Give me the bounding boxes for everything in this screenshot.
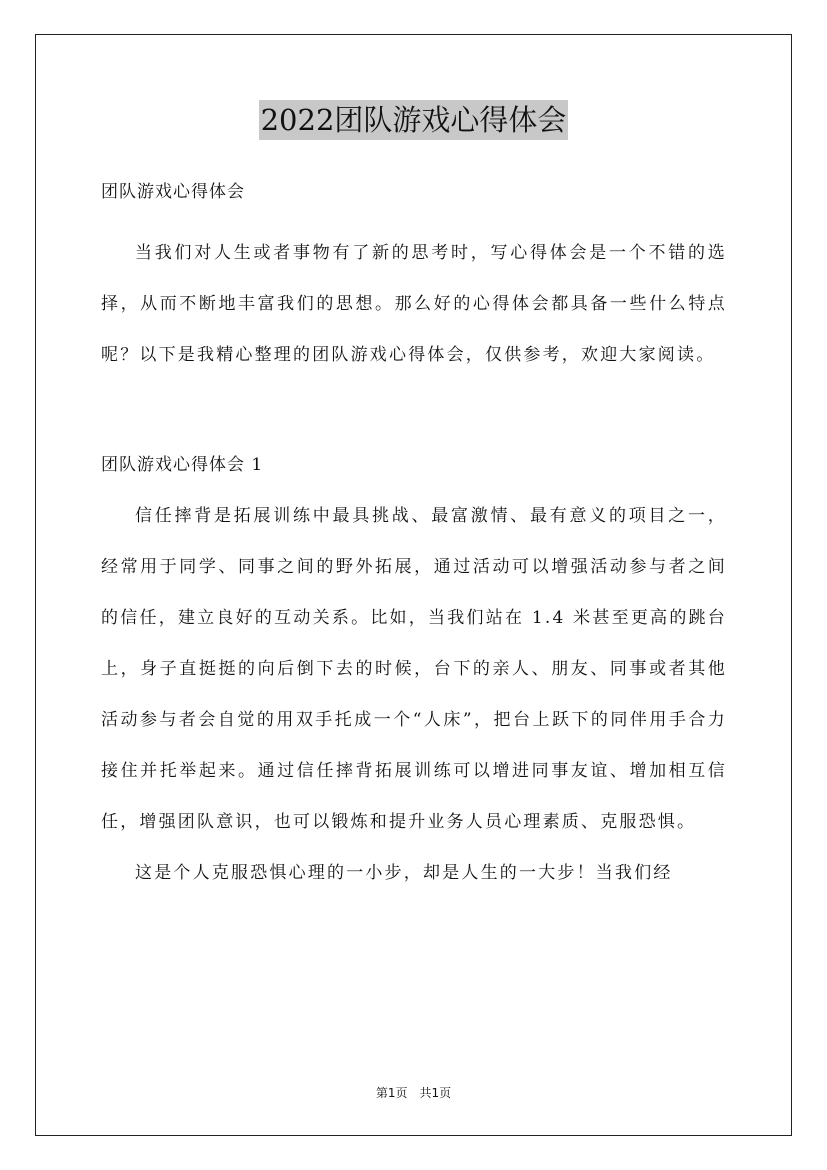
section1-paragraph-2: 这是个人克服恐惧心理的一小步，却是人生的一大步！当我们经 [135, 863, 673, 883]
intro-paragraph: 当我们对人生或者事物有了新的思考时，写心得体会是一个不错的选择，从而不断地丰富我们的思想。那么好的心得体会都具备一些什么特点呢？以下是我精心整理的团队游戏心得体会，仅供参考，欢迎大家阅读。 [101, 243, 727, 365]
intro-heading: 团队游戏心得体会 [101, 182, 245, 202]
document-body [101, 176, 727, 899]
section1-heading: 团队游戏心得体会 1 [101, 455, 264, 475]
page-footer: 第1页 共1页 [375, 1086, 452, 1100]
section1-paragraph-1: 信任摔背是拓展训练中最具挑战、最富激情、最有意义的项目之一，经常用于同学、同事之间的野外拓展，通过活动可以增强活动参与者之间的信任，建立良好的互动关系。比如，当我们站在 1.4 米甚至更高的跳台上，身子直挺挺的向后倒下去的时候，台下的亲人、朋友、同事或者其他活动参与者会自觉的用双手托成一个“人床”，把台上跃下的同伴用手合力接住并托举起来。通过信任摔背拓展训练可以增进同事友谊、增加相互信任，增强团队意识，也可以锻炼和提升业务人员心理素质、克服恐惧。 [101, 506, 727, 832]
title-wrap [0, 100, 827, 140]
document-title: 2022团队游戏心得体会 [259, 100, 569, 140]
